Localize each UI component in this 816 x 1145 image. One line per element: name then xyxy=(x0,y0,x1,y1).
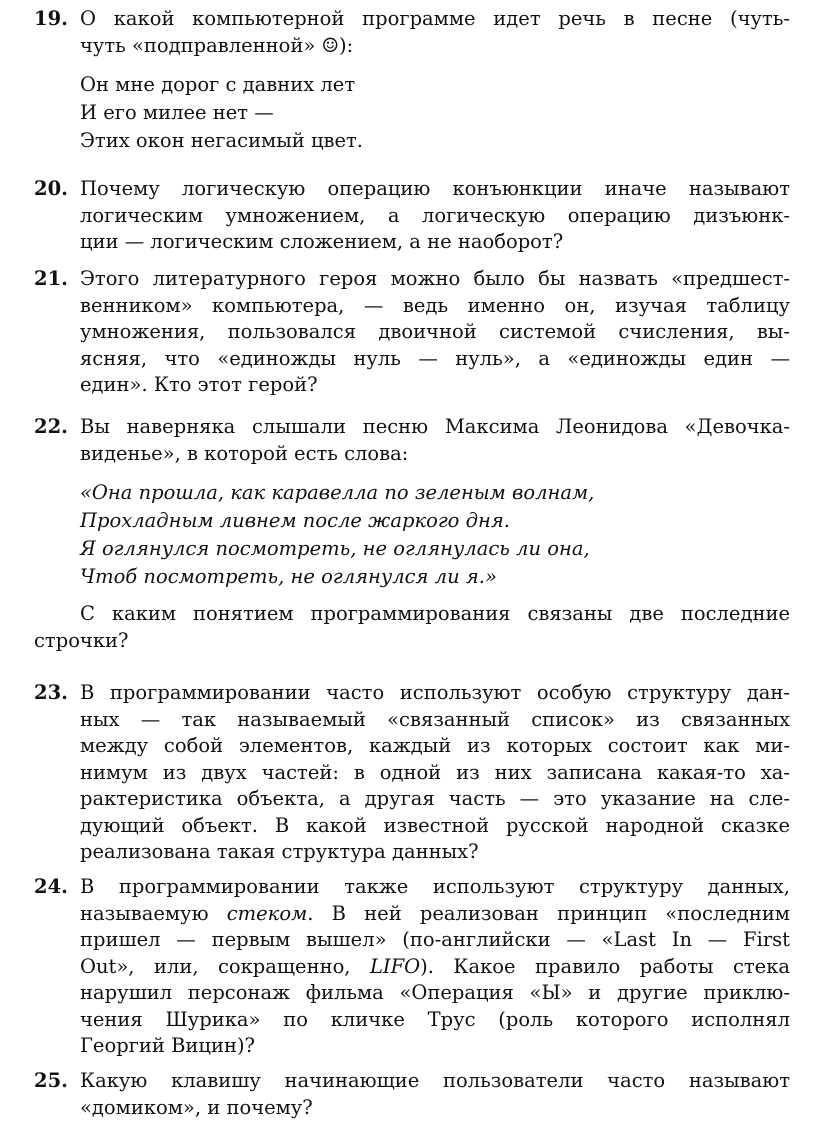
question-number: 22. xyxy=(34,415,68,438)
question-text-line: чуть «подправленной» ☺): xyxy=(80,33,354,57)
song-verse xyxy=(34,71,790,155)
text-run: ). Какое правило работы стека xyxy=(420,954,791,978)
question-text-line: чения Шурика» по кличке Трус (роль которого исполнял xyxy=(80,1007,790,1031)
question-text-line: «домиком», и почему? xyxy=(80,1095,313,1119)
question-23 xyxy=(34,680,790,866)
verse-line: Я оглянулся посмотреть, не оглянулась ли она, xyxy=(80,537,590,560)
question-24 xyxy=(34,874,790,1060)
question-20 xyxy=(34,176,790,256)
verse-line: Он мне дорог с давних лет xyxy=(80,73,356,96)
question-text-line: О какой компьютерной программе идет речь в песне (чуть- xyxy=(80,7,790,30)
question-text-line: нарушил персонаж фильма «Операция «Ы» и другие приклю- xyxy=(80,981,790,1004)
question-text-line: Георгий Вицин)? xyxy=(80,1034,256,1057)
question-25 xyxy=(34,1068,790,1121)
question-text-line: ции — логическим сложением, а не наоборот? xyxy=(80,230,564,253)
song-verse xyxy=(34,479,790,591)
question-text-line: строчки? xyxy=(34,628,129,652)
question-text-line: венником» компьютера, — ведь именно он, изучая таблицу xyxy=(80,293,790,317)
question-text-line: Вы наверняка слышали песню Максима Леонидова «Девочка- xyxy=(80,415,790,438)
question-19 xyxy=(34,6,790,155)
text-run: . В ней реализован принцип «последним xyxy=(307,901,790,925)
verse-line: И его милее нет — xyxy=(80,101,274,124)
question-number: 25. xyxy=(34,1069,68,1092)
term-stack: стеком xyxy=(226,901,308,925)
text-run: Out», или, сокращенно, xyxy=(80,954,370,978)
question-number: 21. xyxy=(34,267,68,290)
question-21 xyxy=(34,266,790,399)
question-text-line: между собой элементов, каждый из которых состоит как ми- xyxy=(80,734,790,757)
question-text-line: Почему логическую операцию конъюнкции иначе называют xyxy=(80,177,790,200)
question-text-line: виденье», в которой есть слова: xyxy=(80,441,409,465)
question-text-line: В программировании часто используют особую структуру дан- xyxy=(80,681,790,704)
question-text-line: нимум из двух частей: в одной из них записана какая-то ха- xyxy=(80,760,790,784)
question-text-line: умножения, пользовался двоичной системой счисления, вы- xyxy=(80,320,790,343)
question-text-line: Этого литературного героя можно было бы назвать «предшест- xyxy=(80,267,790,290)
term-lifo: LIFO xyxy=(369,954,421,978)
question-text-line: рактеристика объекта, а другая часть — это указание на сле- xyxy=(80,787,790,810)
question-number: 20. xyxy=(34,177,68,200)
question-text-line: С каким понятием программирования связаны две последние xyxy=(80,602,790,625)
question-number: 24. xyxy=(34,875,68,898)
question-text-line: Какую клавишу начинающие пользователи часто называют xyxy=(80,1069,790,1092)
question-number: 23. xyxy=(34,681,68,704)
verse-line: Этих окон негасимый цвет. xyxy=(80,129,363,152)
question-text-line xyxy=(34,901,790,928)
question-text-line: ных — так называемый «связанный список» из связанных xyxy=(80,707,790,731)
verse-line: Чтоб посмотреть, не оглянулся ли я.» xyxy=(80,565,497,588)
question-text-line: реализована такая структура данных? xyxy=(80,840,479,863)
question-text-line: логическим умножением, а логическую операцию дизъюнк- xyxy=(80,203,790,227)
question-text-line xyxy=(34,954,790,981)
question-number: 19. xyxy=(34,7,68,30)
text-run: называемую xyxy=(80,901,227,925)
question-22 xyxy=(34,414,790,654)
question-text-line: В программировании также используют структуру данных, xyxy=(80,875,790,898)
verse-line: Прохладным ливнем после жаркого дня. xyxy=(80,509,510,532)
question-text-line: пришел — первым вышел» (по-английски — «Last In — First xyxy=(80,928,790,951)
question-text-line: един». Кто этот герой? xyxy=(80,373,318,396)
question-text-line: ясняя, что «единожды нуль — нуль», а «единожды един — xyxy=(80,346,790,370)
verse-line: «Она прошла, как каравелла по зеленым волнам, xyxy=(80,481,595,504)
question-text-line: дующий объект. В какой известной русской народной сказке xyxy=(80,813,790,837)
